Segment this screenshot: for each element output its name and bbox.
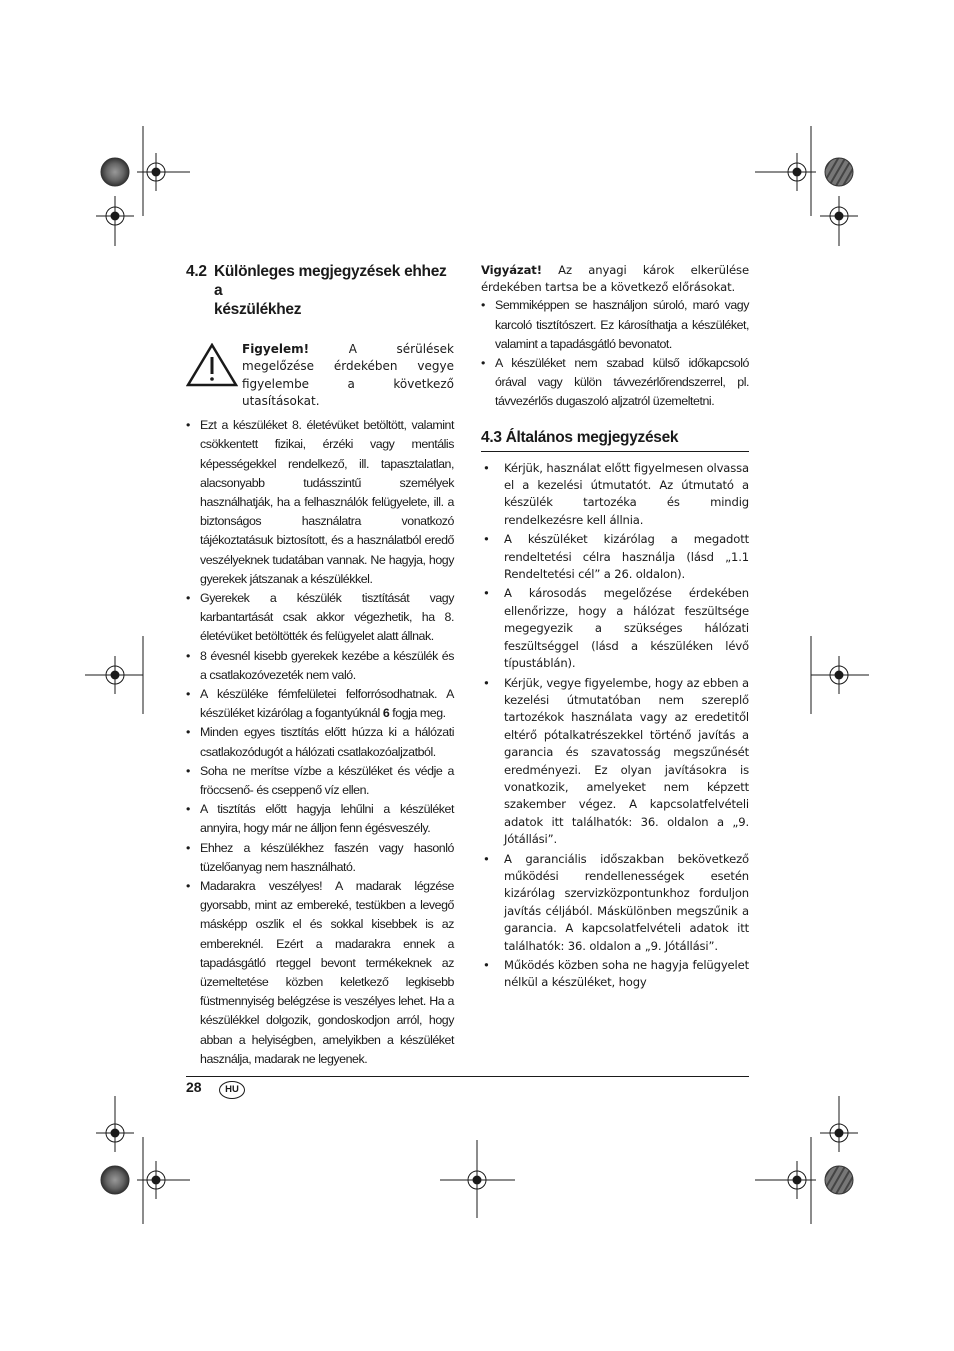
list-item: • A tisztítás előtt hagyja lehűlni a készüléket annyira, hogy már ne álljon fenn égésveszély.: [186, 800, 454, 838]
warning-block: [186, 341, 454, 410]
section-number: 4.2: [186, 263, 207, 280]
list-item: • Madarakra veszélyes! A madarak légzése gyorsabb, mint az embereké, testükben a levegő másképp oszlik el és sokkal kisebbek is az embereknél. Ezért a madarakra ennek a tapadásgátló rteggel bevont termékeknek az üzemeltetése közben keletkező legkisebb füstmennyiség belégzése is veszélyes lehet. Ha a készülékkel dolgozik, gondoskodjon arról, hogy abban a helyiségben, amelyikben a készüléket használja, madarak ne legyenek.: [186, 877, 454, 1069]
registration-mark-icon: [755, 1096, 858, 1224]
warning-label: Figyelem!: [242, 342, 310, 356]
caution-label: Vigyázat!: [481, 263, 542, 277]
registration-mark-icon: [811, 636, 869, 714]
color-bar-circle-icon: [825, 1166, 853, 1194]
section-title: Különleges megjegyzések ehhez a készülékhez: [214, 263, 447, 318]
right-column: [481, 262, 749, 994]
list-item: • A károsodás megelőzése érdekében ellenőrizze, hogy a hálózat feszültsége megegyezik a szükséges hálózati feszültséggel (lásd a készüléken lévő típustáblán).: [481, 585, 749, 672]
color-bar-circle-icon: [101, 1166, 129, 1194]
warning-text: Figyelem! A sérülések megelőzése érdekében vegye figyelembe a következő utasításokat.: [242, 342, 454, 408]
page-number: 28: [186, 1079, 202, 1095]
list-item: • Kérjük, használat előtt figyelmesen olvassa el a kezelési útmutatót. Az útmutató a készülék tartozéka és mindig rendelkezésre kell állnia.: [481, 460, 749, 530]
language-badge: HU: [219, 1081, 245, 1099]
footer-rule: [186, 1076, 749, 1077]
caution-paragraph: Vigyázat! Az anyagi károk elkerülése érdekében tartsa be a következő előrásokat.: [481, 263, 749, 295]
list-item: • Gyerekek a készülék tisztítását vagy karbantartását csak akkor végezhetik, ha 8. életévüket betöltötték és felügyelet alatt állnak.: [186, 589, 454, 647]
list-item: • A garanciális időszakban bekövetkező működési rendellenességek esetén kizárólag szervizközpontunkhoz forduljon javítás céljából. Máskülönben megszűnik a garancia. A kapcsolatfelvételi adatok itt találhatók: 36. oldalon a „9. Jótállási”.: [481, 851, 749, 955]
registration-mark-icon: [96, 126, 190, 246]
left-column: [186, 262, 454, 1069]
list-item: • 8 évesnél kisebb gyerekek kezébe a készülék és a csatlakozóvezeték nem való.: [186, 647, 454, 685]
list-item: • Ehhez a készülékhez faszén vagy hasonló tüzelőanyag nem használható.: [186, 839, 454, 877]
color-bar-circle-icon: [825, 158, 853, 186]
list-item: • A készüléket kizárólag a megadott rendeltetési célra használja (lásd „1.1 Rendeltetési cél” a 26. oldalon).: [481, 531, 749, 583]
list-item: • Működés közben soha ne hagyja felügyelet nélkül a készüléket, hogy: [481, 957, 749, 992]
registration-mark-icon: [96, 1096, 190, 1224]
warning-triangle-icon: [186, 341, 242, 410]
list-item: • A készüléke fémfelületei felforrósodhatnak. A készüléket kizárólag a fogantyúknál 6 fogja meg.: [186, 685, 454, 723]
registration-mark-icon: [440, 1140, 515, 1218]
registration-mark-icon: [85, 636, 143, 714]
section-heading-4-2: [186, 262, 454, 319]
list-item: • Semmiképpen se használjon súroló, maró vagy karcoló tisztítószert. Ez károsíthatja a készüléket, valamint a tapadásgátló bevonatot.: [481, 296, 749, 354]
list-item: • Ezt a készüléket 8. életévüket betöltött, valamint csökkentett fizikai, érzéki vagy mentális képességekkel rendelkező, ill. tapasztalatlan, alacsonyabb tudásszintű személyek használhatják, ha a felhasználók felügyelete, ill. a biztonságos használatra vonatkozó tájékoztatásuk biztosított, és a használatból eredő veszélyeknek tudatában vannak. Ne hagyja, hogy gyerekek játszanak a készülékkel.: [186, 416, 454, 589]
color-bar-circle-icon: [101, 158, 129, 186]
general-notes-list: [481, 460, 749, 992]
section-divider: [481, 451, 749, 452]
list-item: • Minden egyes tisztítás előtt húzza ki a hálózati csatlakozódugót a hálózati csatlakozóaljzatból.: [186, 723, 454, 761]
list-item: • A készüléket nem szabad külső időkapcsoló órával vagy külön távvezérlőrendszerrel, pl. távvezérlős dugaszoló aljzatról üzemeltetni.: [481, 354, 749, 412]
safety-list: [186, 416, 454, 1069]
section-heading-4-3: 4.3 Általános megjegyzések: [481, 428, 679, 446]
list-item: • Kérjük, vegye figyelembe, hogy az ebben a kezelési útmutatóban nem szereplő tartozékok használata vagy az eredetitől eltérő pótalkatrészekkel történő javítás a garancia és szavatosság megszűnését eredményezi. Ez olyan javításokra is vonatkozik, amelyeket nem képzett szakember végez. A kapcsolatfelvételi adatok itt találhatók: 36. oldalon a „9. Jótállási”.: [481, 675, 749, 849]
caution-list: [481, 296, 749, 411]
list-item: • Soha ne merítse vízbe a készüléket és védje a fröccsenő- és cseppenő víz ellen.: [186, 762, 454, 800]
registration-mark-icon: [755, 126, 858, 246]
